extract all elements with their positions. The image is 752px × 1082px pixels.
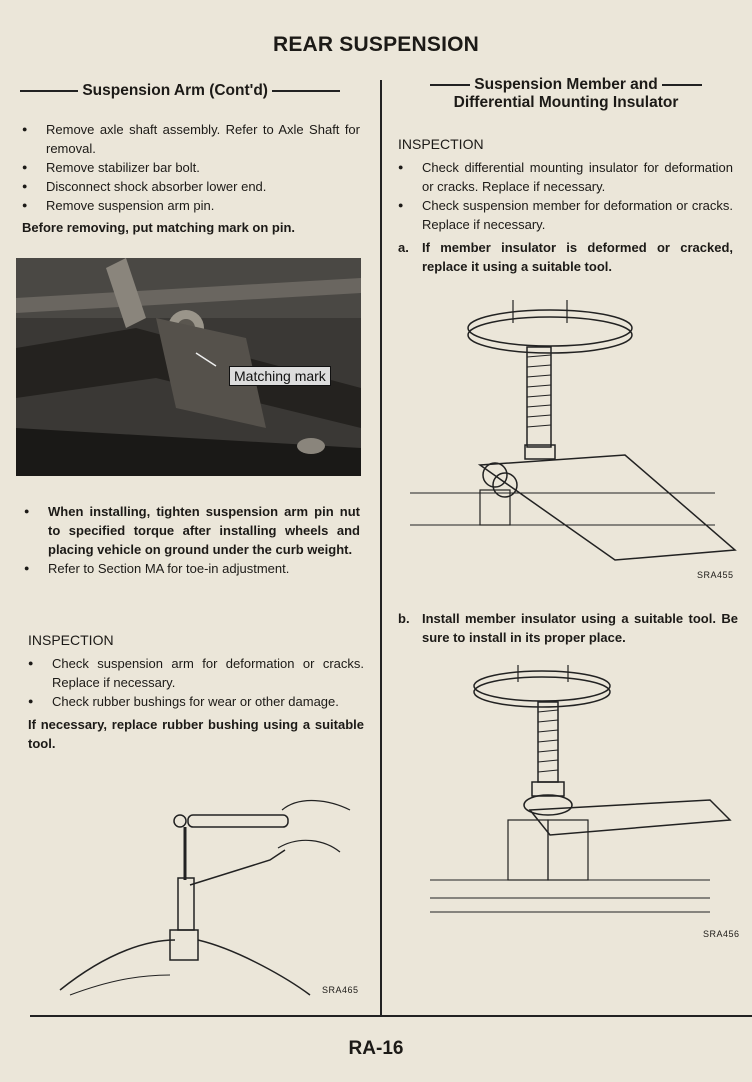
page-title: REAR SUSPENSION <box>272 33 480 56</box>
list-item: ● Remove stabilizer bar bolt. <box>22 158 360 177</box>
step-a-key: a. <box>398 240 409 255</box>
column-divider <box>380 80 382 1015</box>
list-item: ● Check suspension member for deformation or cracks. Replace if necessary. <box>398 196 733 234</box>
removal-note: Before removing, put matching mark on pin. <box>22 220 296 235</box>
arm-inspection <box>28 631 364 753</box>
figure-code: SRA455 <box>697 570 734 580</box>
suspension-arm-heading: Suspension Arm (Cont'd) <box>82 82 268 99</box>
list-item: ● Check rubber bushings for wear or other damage. <box>28 692 364 711</box>
list-item: ● Refer to Section MA for toe-in adjustment. <box>24 559 360 578</box>
figure-code: SRA456 <box>703 929 740 939</box>
step-b <box>398 609 738 647</box>
step-a <box>398 238 733 276</box>
heading-rule-left <box>20 90 78 92</box>
matching-mark-photo <box>16 258 361 476</box>
inspection-note: If necessary, replace rubber bushing using a suitable tool. <box>28 717 364 751</box>
member-heading-line2: Differential Mounting Insulator <box>453 94 679 111</box>
heading-rule-left <box>430 84 470 86</box>
heading-rule-right <box>662 84 702 86</box>
member-install-step <box>398 609 738 647</box>
member-inspection <box>398 135 733 276</box>
footer-rule <box>30 1015 752 1017</box>
heading-rule-right <box>272 90 340 92</box>
bushing-tool-figure <box>50 790 370 1000</box>
figure-code: SRA465 <box>322 985 359 995</box>
step-b-key: b. <box>398 611 410 626</box>
inspection-heading: INSPECTION <box>28 632 114 648</box>
list-item: ● Check suspension arm for deformation or cracks. Replace if necessary. <box>28 654 364 692</box>
member-heading-line1: Suspension Member and <box>474 76 658 93</box>
right-section-heading <box>386 76 746 112</box>
list-item: ● Check differential mounting insulator for deformation or cracks. Replace if necessary. <box>398 158 733 196</box>
insulator-install-figure <box>420 660 745 930</box>
step-a-text: If member insulator is deformed or cracked, replace it using a suitable tool. <box>422 240 733 274</box>
insulator-removal-figure <box>405 295 745 570</box>
list-item: ● When installing, tighten suspension arm pin nut to specified torque after installing wheels and placing vehicle on ground under the curb weight. <box>24 502 360 559</box>
install-notes <box>24 502 360 578</box>
list-item: ● Disconnect shock absorber lower end. <box>22 177 360 196</box>
step-b-text: Install member insulator using a suitable tool. Be sure to install in its proper place. <box>422 611 738 645</box>
page-number: RA-16 <box>348 1038 404 1059</box>
left-section-heading <box>20 82 340 100</box>
inspection-heading: INSPECTION <box>398 136 484 152</box>
matching-mark-label: Matching mark <box>229 366 331 386</box>
removal-steps <box>22 120 360 237</box>
list-item: ● Remove suspension arm pin. <box>22 196 360 215</box>
list-item: ● Remove axle shaft assembly. Refer to Axle Shaft for removal. <box>22 120 360 158</box>
